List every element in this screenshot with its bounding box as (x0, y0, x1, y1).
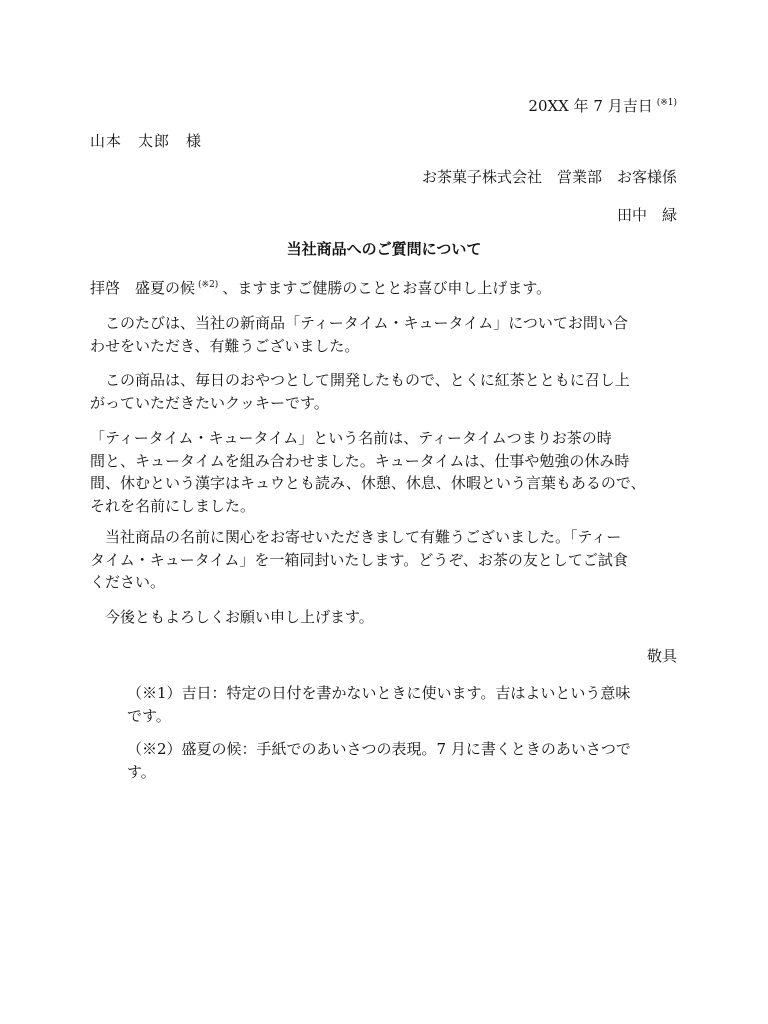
opening-note-mark: (※2) (198, 280, 219, 290)
footnote: （※2）盛夏の候：手紙でのあいさつの表現。7 月に書くときのあいさつで す。 (127, 740, 631, 781)
date-text: 20XX 年 7 月吉日 (528, 97, 653, 115)
recipient-name: 山本 太郎 様 (90, 132, 203, 150)
body-paragraph: 今後ともよろしくお願い申し上げます。 (90, 608, 374, 626)
closing-word: 敬具 (646, 647, 677, 665)
letter-date (528, 92, 677, 117)
footnote: （※1）吉日：特定の日付を書かないときに使います。吉はよいという意味 です。 (127, 684, 631, 725)
letter-title: 当社商品へのご質問について (286, 240, 482, 258)
body-paragraph: この商品は、毎日のおやつとして開発したもので、とくに紅茶とともに召し上 がっていただきたいクッキーです。 (90, 371, 630, 412)
sender-company: お茶菓子株式会社 営業部 お客様係 (421, 168, 677, 186)
sender-name: 田中 緑 (616, 206, 677, 224)
opening-start: 拝啓 盛夏の候 (90, 279, 196, 297)
opening-end: 、ますますご健勝のこととお喜び申し上げます。 (222, 279, 552, 297)
opening-greeting (90, 274, 551, 299)
body-paragraph: このたびは、当社の新商品「ティータイム・キュータイム」についてお問い合 わせをいただき、有難うございました。 (90, 314, 628, 355)
body-paragraph: 「ティータイム・キュータイム」という名前は、ティータイムつまりお茶の時 間と、キュータイムを組み合わせました。キュータイムは、仕事や勉強の休み時 間、休むという漢字はキュウとも読み、休憩、休息、休暇という言葉もあるので、 それを名前にしました。 (90, 429, 646, 515)
date-note-mark: (※1) (656, 98, 677, 108)
body-paragraph: 当社商品の名前に関心をお寄せいただきまして有難うございました。「ティー タイム・キュータイム」を一箱同封いたします。どうぞ、お茶の友としてご試食 ください。 (90, 528, 628, 591)
